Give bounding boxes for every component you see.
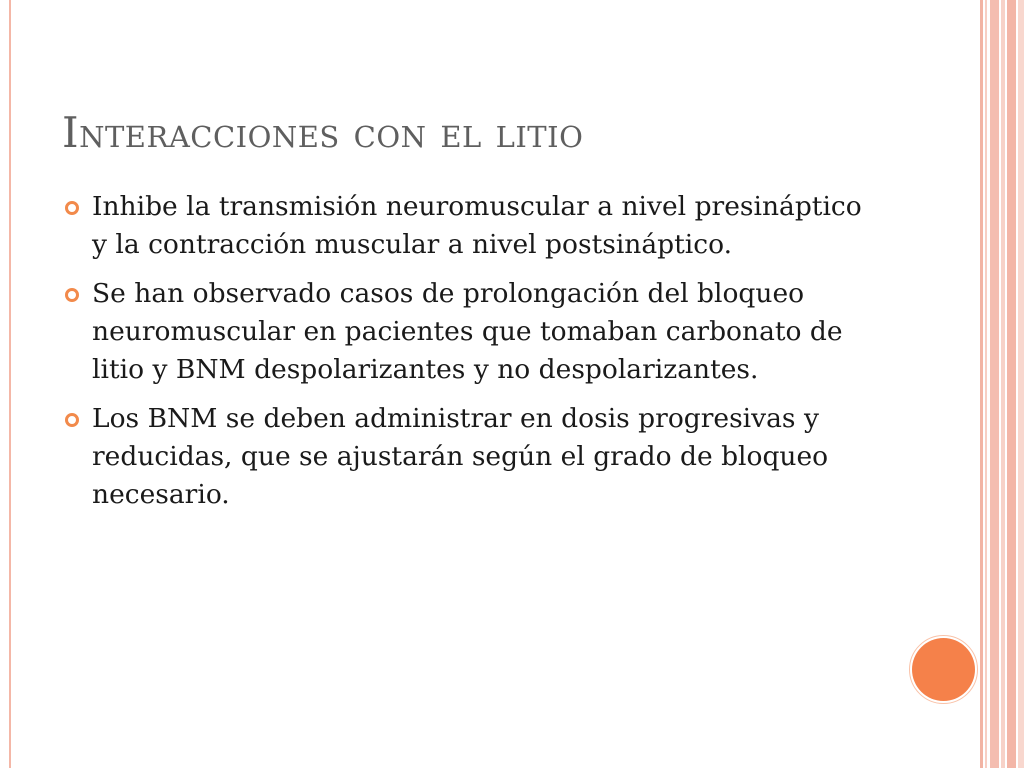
bullet-item bbox=[62, 188, 862, 264]
left-border-line bbox=[9, 0, 11, 768]
slide-title: Interacciones con el litio bbox=[62, 108, 584, 157]
right-decorative-stripe bbox=[980, 0, 983, 768]
bullet-text: Los BNM se deben administrar en dosis progresivas y reducidas, que se ajustarán según el grado de bloqueo necesario. bbox=[92, 403, 829, 510]
right-decorative-stripe bbox=[1018, 0, 1024, 768]
bullet-circle-icon bbox=[65, 413, 79, 427]
right-decorative-stripe bbox=[1001, 0, 1005, 768]
bullet-circle-icon bbox=[65, 288, 79, 302]
right-decorative-stripe bbox=[1007, 0, 1016, 768]
bullet-item bbox=[62, 275, 862, 389]
bullet-text: Inhibe la transmisión neuromuscular a nivel presináptico y la contracción muscular a nivel postsináptico. bbox=[92, 191, 862, 260]
bullet-text: Se han observado casos de prolongación del bloqueo neuromuscular en pacientes que tomaban carbonato de litio y BNM despolarizantes y no despolarizantes. bbox=[92, 278, 843, 385]
bullet-circle-icon bbox=[65, 201, 79, 215]
right-decorative-stripe bbox=[985, 0, 987, 768]
right-decorative-stripe bbox=[990, 0, 999, 768]
bullet-list bbox=[62, 188, 862, 525]
decorative-orange-circle bbox=[912, 638, 975, 701]
bullet-item bbox=[62, 400, 862, 514]
